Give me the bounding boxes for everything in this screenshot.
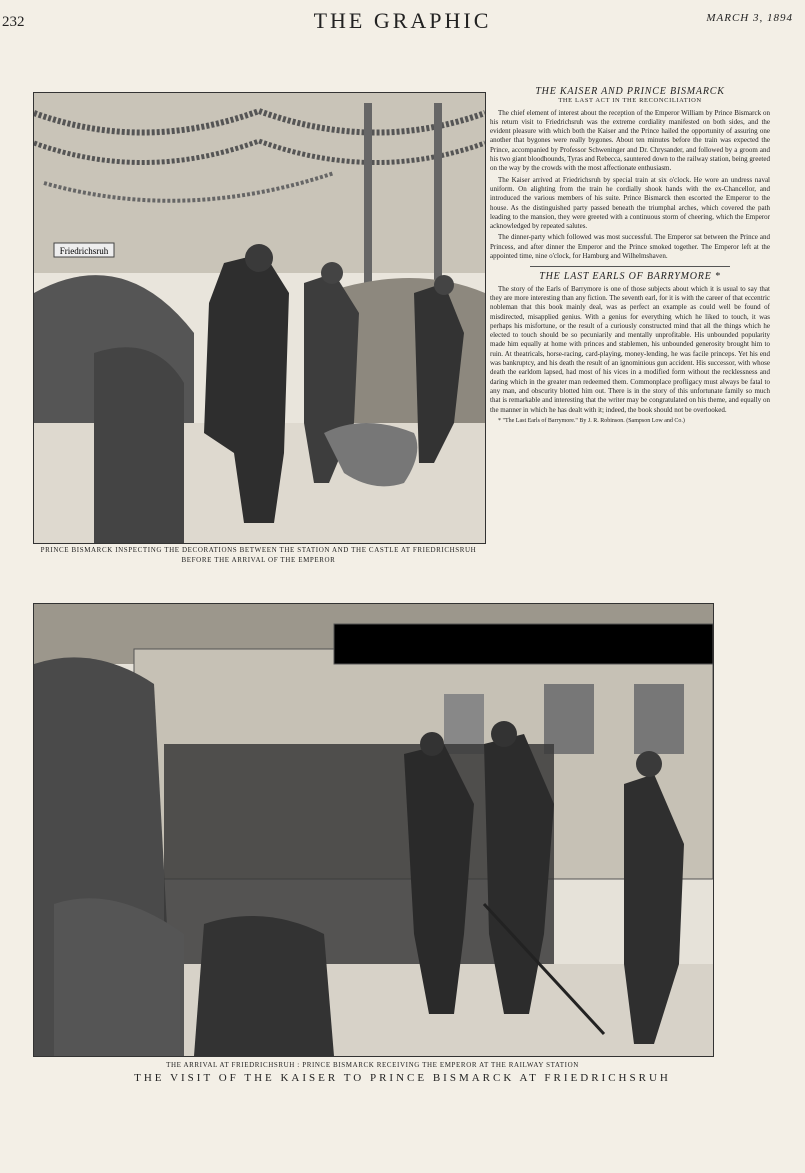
article1-title: THE KAISER AND PRINCE BISMARCK [535,86,725,97]
page-number: 232 [2,14,25,30]
article1-paragraph: The dinner-party which followed was most successful. The Emperor sat between the Prince and Princess, and after dinner the Emperor and the Prince smoked together. The Emperor left at the appointed time, nine o'clock, for Hamburg and Wilhelmshaven. [490,233,770,261]
bottom-illustration [33,603,714,1057]
railway-station-engraving [34,604,713,1056]
station-sign-text: Friedrichsruh [59,246,109,256]
top-caption-line2: BEFORE THE ARRIVAL OF THE EMPEROR [181,556,336,564]
article1-paragraph: The Kaiser arrived at Friedrichsruh by special train at six o'clock. He wore an undress naval uniform. On alighting from the train he cordially shook hands with the ex-Chancellor, and introduced the various members of his suite. Prince Bismarck then escorted the Emperor to the house. As the distinguished party passed beneath the triumphal arches, which covered the path leading to the mansion, they were greeted with a continuous storm of cheering, which the Emperor acknowledged by repeated salutes. [490,175,770,231]
article-column [490,87,770,427]
article2-paragraph: The story of the Earls of Barrymore is one of those subjects about which it is usual to say that they are more interesting than any fiction. The seventh earl, for it is with the career of that eccentric nobleman that this book mainly deal, was as perfect an example as could well be found of misdirected, misapplied genius. With a genius for everything which he liked to touch, it was perhaps his misfortune, or the result of a curiously constructed mind that all the things which he elected to touch should be so pecuniarily and mentally unprofitable. His unbounded popularity made him equally at home with princes and stablemen, his unbounded generosity brought him to ruin. At theatricals, horse-racing, card-playing, money-lending, he was facile princeps. Yet his end was bankruptcy, and his death the result of an ignominious gun accident. His successor, with whose death the earldom lapsed, had most of his vices in a modified form without the recklessness and daring which in the greater man redeemed them. Commonplace profligacy must always be fatal to any man, and obscurity blotted him out. There is in the story of this unfortunate family so much that is remarkable and interesting that the writer may be congratulated on his theme, and equally on the manner in which he has dealt with it; indeed, the book should not be overlooked. [490,284,770,414]
top-caption-line1: PRINCE BISMARCK INSPECTING THE DECORATIONS BETWEEN THE STATION AND THE CASTLE AT FRIEDRICHSRUH [40,546,477,554]
masthead: THE GRAPHIC [313,8,492,33]
top-illustration-caption [33,545,484,565]
article1-paragraph: The chief element of interest about the reception of the Emperor William by Prince Bismarck on his return visit to Friedrichsruh was the extreme cordiality manifested on both sides, and the evident pleasure with which both the Kaiser and the Prince hailed the opportunity of assuring one another that bygones were really bygones. About ten minutes before the train was expected the Prince, accompanied by Professor Schweninger and Dr. Chrysander, and followed by a groom and his two giant bloodhounds, Tyras and Rebecca, sauntered down to the railway station, being greeted on the way by the crowds with the most affectionate enthusiasm. [490,108,770,173]
bottom-illustration-caption: THE ARRIVAL AT FRIEDRICHSRUH : PRINCE BISMARCK RECEIVING THE EMPEROR AT THE RAILWAY STATION [166,1061,579,1069]
article2-footnote: * "The Last Earls of Barrymore." By J. R. Robinson. (Sampson Low and Co.) [498,417,685,424]
page-title: THE VISIT OF THE KAISER TO PRINCE BISMARCK AT FRIEDRICHSRUH [134,1072,671,1084]
article1-subtitle: THE LAST ACT IN THE RECONCILIATION [558,97,702,105]
article2-title: THE LAST EARLS OF BARRYMORE * [539,271,721,283]
issue-date: MARCH 3, 1894 [706,12,793,24]
bismarck-inspecting-engraving [34,93,485,543]
top-illustration [33,92,486,544]
divider [530,266,730,267]
